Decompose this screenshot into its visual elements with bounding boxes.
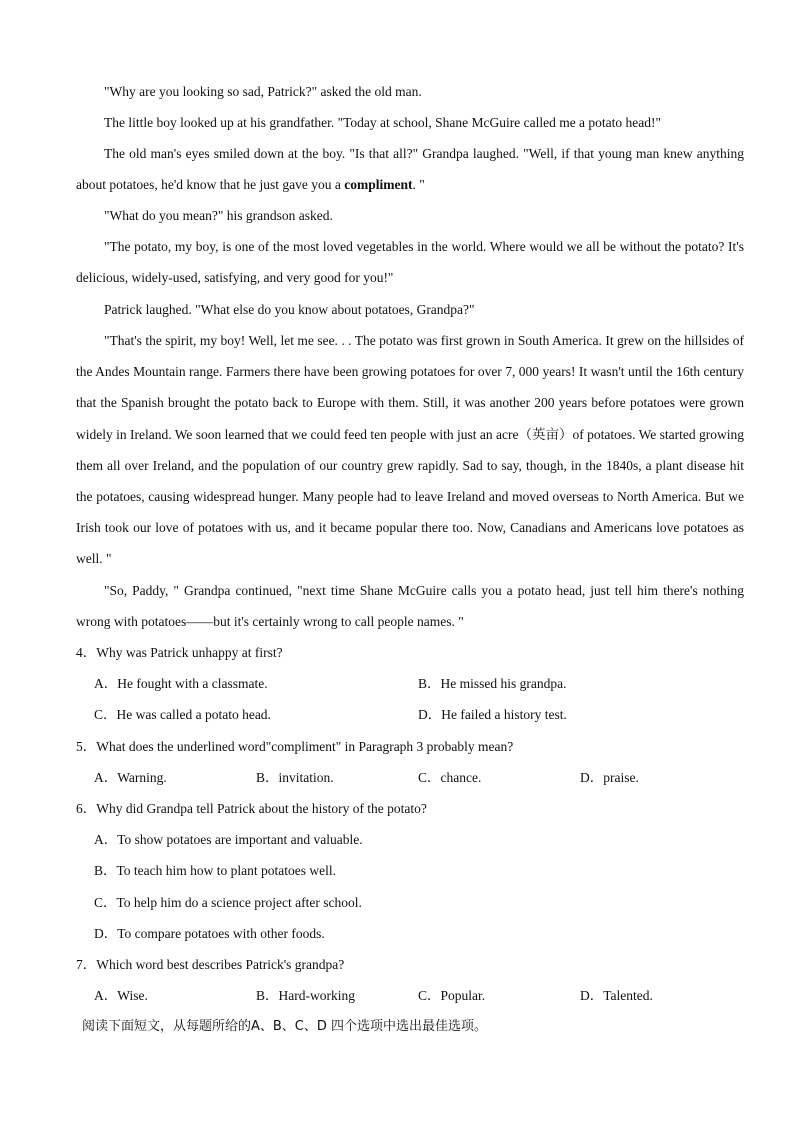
question-4-option-a[interactable]: A．He fought with a classmate.: [94, 676, 268, 691]
section-instruction: 阅读下面短文，从每题所给的A、B、C、D 四个选项中选出最佳选项。: [82, 1019, 488, 1034]
question-5-stem: 5．What does the underlined word"compliment" in Paragraph 3 probably mean?: [76, 739, 514, 754]
question-7-option-c[interactable]: C．Popular.: [418, 988, 486, 1003]
question-6-option-d[interactable]: D．To compare potatoes with other foods.: [94, 926, 325, 941]
passage-paragraph-3: The old man's eyes smiled down at the boy. "Is that all?" Grandpa laughed. "Well, if that young man knew anything about potatoes, he'd know that he just gave you a compliment. ": [76, 146, 744, 193]
question-6-option-b[interactable]: B．To teach him how to plant potatoes well.: [94, 863, 337, 878]
question-6-option-c[interactable]: C．To help him do a science project after school.: [94, 895, 362, 910]
question-4-option-b[interactable]: B．He missed his grandpa.: [418, 676, 567, 691]
question-4-stem: 4．Why was Patrick unhappy at first?: [76, 645, 283, 660]
question-7-option-d[interactable]: D．Talented.: [580, 988, 653, 1003]
passage-paragraph-2: The little boy looked up at his grandfather. "Today at school, Shane McGuire called me a potato head!": [104, 115, 662, 130]
question-5-option-a[interactable]: A．Warning.: [94, 770, 167, 785]
question-5-option-c[interactable]: C．chance.: [418, 770, 482, 785]
passage-paragraph-5: "The potato, my boy, is one of the most loved vegetables in the world. Where would we all be without the potato? It's delicious, widely-used, satisfying, and very good for you!": [76, 239, 744, 286]
question-7-option-a[interactable]: A．Wise.: [94, 988, 148, 1003]
question-7-stem: 7．Which word best describes Patrick's grandpa?: [76, 957, 345, 972]
question-6-stem: 6．Why did Grandpa tell Patrick about the history of the potato?: [76, 801, 427, 816]
passage-paragraph-1: "Why are you looking so sad, Patrick?" asked the old man.: [104, 84, 422, 99]
question-5-option-d[interactable]: D．praise.: [580, 770, 639, 785]
question-7-option-b[interactable]: B．Hard-working: [256, 988, 355, 1003]
passage-paragraph-6: Patrick laughed. "What else do you know about potatoes, Grandpa?": [104, 302, 475, 317]
passage-paragraph-7: "That's the spirit, my boy! Well, let me see. . . The potato was first grown in South America. It grew on the hillsides of the Andes Mountain range. Farmers there have been growing potatoes for over 7, 000 years! It wasn't until the 16th century that the Spanish brought the potato back to Europe with them. Still, it was another 200 years before potatoes were grown widely in Ireland. We soon learned that we could feed ten people with just an acre（英亩）of potatoes. We started growing them all over Ireland, and the population of our country grew rapidly. Sad to say, though, in the 1840s, a plant disease hit the potatoes, causing widespread hunger. Many people had to leave Ireland and moved overseas to North America. But we Irish took our love of potatoes with us, and it became popular there too. Now, Canadians and Americans love potatoes as well. ": [76, 333, 745, 567]
passage-paragraph-8: "So, Paddy, " Grandpa continued, "next time Shane McGuire calls you a potato head, just tell him there's nothing wrong with potatoes——but it's certainly wrong to call people names. ": [76, 583, 744, 630]
passage-paragraph-4: "What do you mean?" his grandson asked.: [104, 208, 333, 223]
compliment-word: compliment: [344, 177, 413, 193]
question-4-option-c[interactable]: C．He was called a potato head.: [94, 707, 271, 722]
question-5-option-b[interactable]: B．invitation.: [256, 770, 334, 785]
question-6-option-a[interactable]: A．To show potatoes are important and valuable.: [94, 832, 363, 847]
question-4-option-d[interactable]: D．He failed a history test.: [418, 707, 567, 722]
